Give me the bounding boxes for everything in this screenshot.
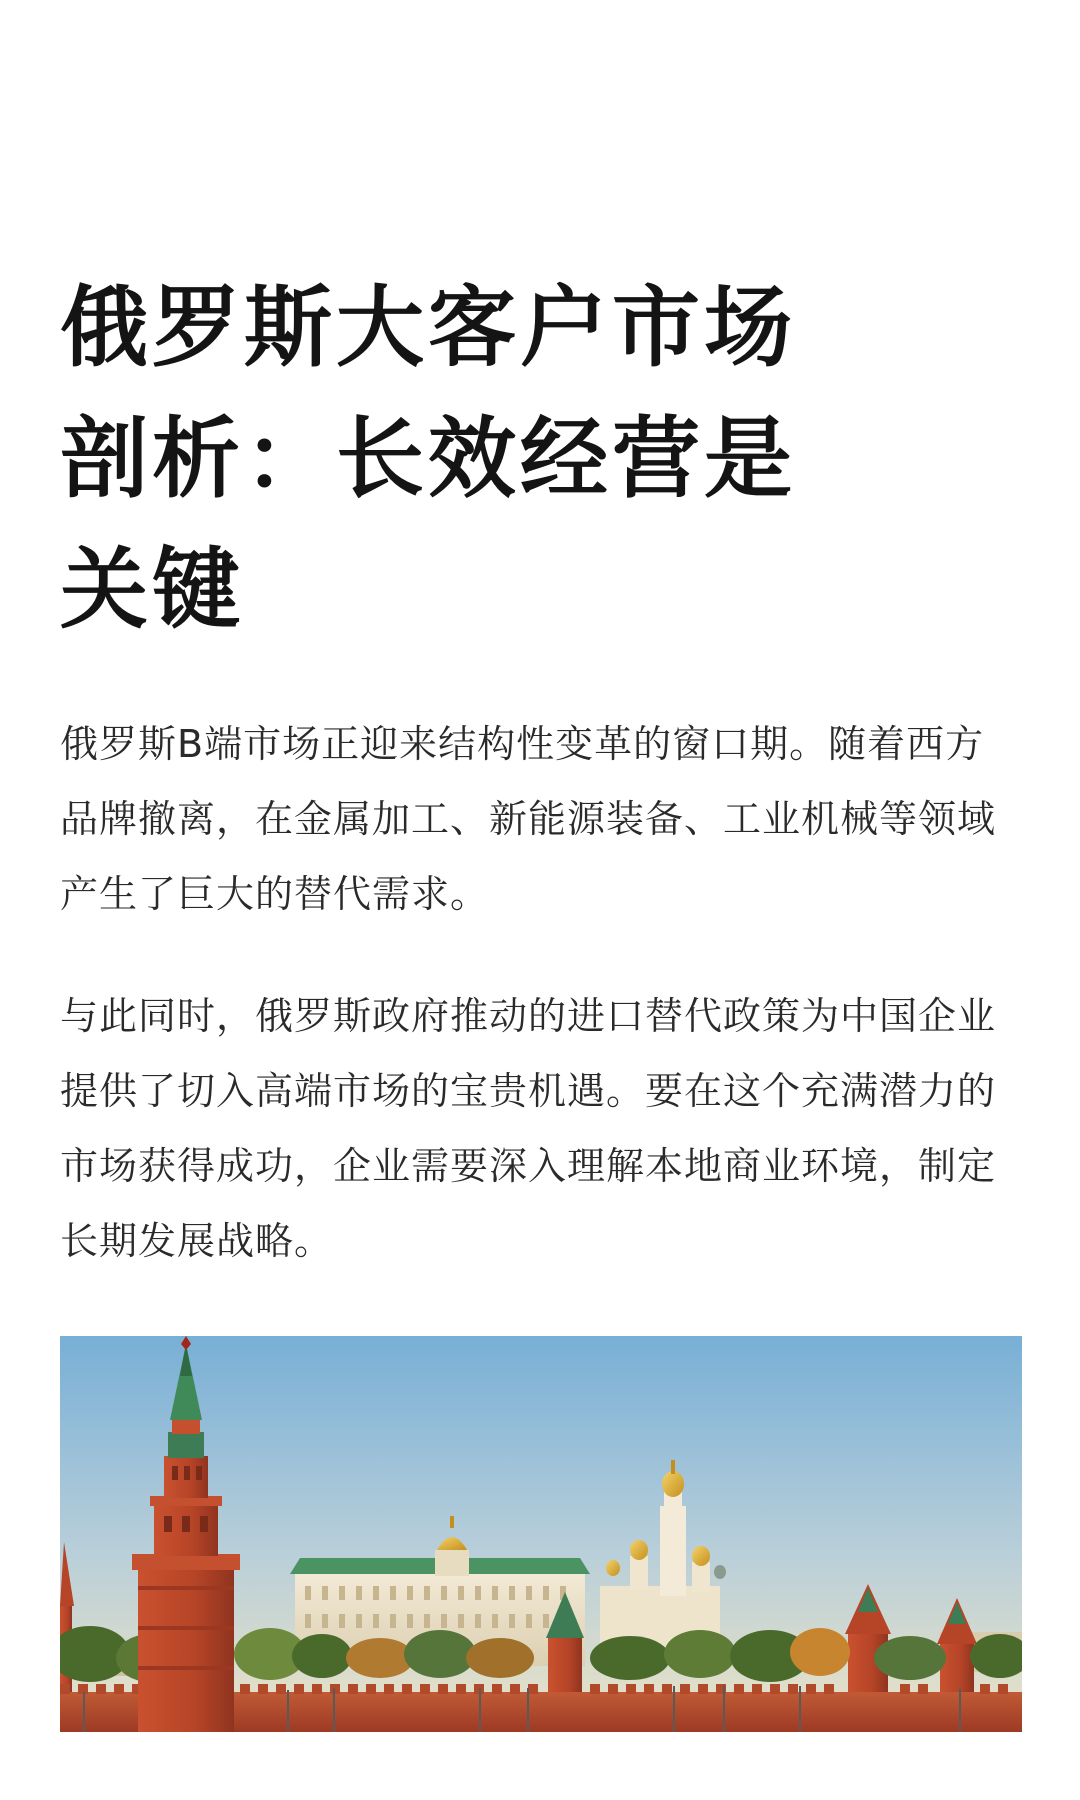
article-paragraph: 与此同时，俄罗斯政府推动的进口替代政策为中国企业提供了切入高端市场的宝贵机遇。要在这个充满潜力的市场获得成功，企业需要深入理解本地商业环境，制定长期发展战略。 (60, 994, 997, 1263)
kremlin-illustration (60, 1336, 1022, 1732)
article-title: 俄罗斯大客户市场剖析：长效经营是关键 (60, 276, 797, 641)
kremlin-photo (60, 1336, 1022, 1732)
article (60, 0, 1020, 1800)
article-paragraph: 俄罗斯B端市场正迎来结构性变革的窗口期。随着西方品牌撤离，在金属加工、新能源装备、工业机械等领域产生了巨大的替代需求。 (60, 722, 997, 916)
